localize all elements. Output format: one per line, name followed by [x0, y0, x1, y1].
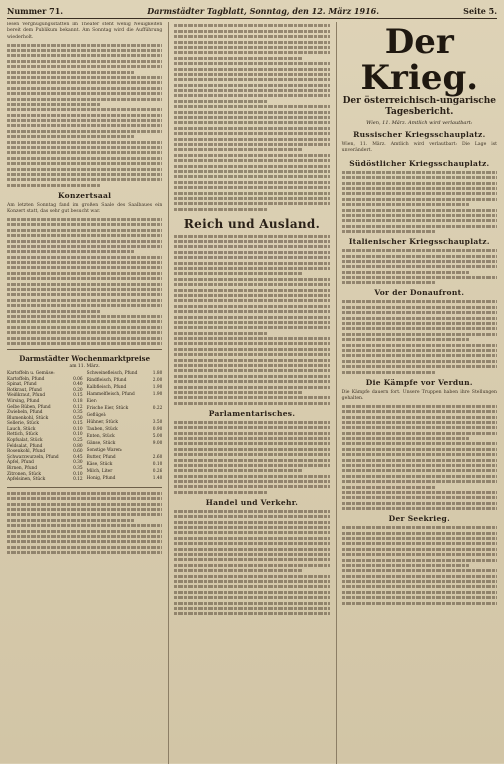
market-item: Zitronen, Stück [7, 471, 41, 477]
market-item: Äpfel, Pfund [7, 460, 34, 466]
page-header [7, 6, 497, 19]
article-text: Wien, 11. März. Amtlich wird verlautbart: Die Lage ist unverändert. [341, 142, 497, 154]
market-price: 0.26 [152, 468, 163, 474]
market-item: Geflügel: [86, 412, 107, 418]
market-price: 0.22 [152, 405, 163, 411]
market-item: Kopfsalat, Stück [7, 438, 43, 444]
section-heading-reich: Reich und Ausland. [183, 216, 321, 231]
market-price [150, 399, 162, 406]
market-price: 0.30 [73, 460, 83, 466]
market-price: 0.45 [73, 454, 83, 460]
market-row [87, 434, 163, 441]
market-item: Sonstige Waren: [86, 447, 123, 453]
market-item: Hammelfleisch, Pfund [86, 391, 135, 397]
market-price: 0.35 [73, 410, 83, 416]
market-item: Schweinefleisch, Pfund [86, 370, 138, 376]
market-price: 0.12 [73, 477, 83, 483]
market-item: Kalbfleisch, Pfund [86, 384, 127, 390]
section-heading-parlament: Parlamentarisches. [208, 408, 296, 418]
section-heading-vorsitz: Vor der Donaufront. [374, 288, 465, 298]
market-item: Blumenkohl, Stück [7, 415, 49, 421]
page-number: Seite 5. [463, 6, 497, 16]
market-price: 0.60 [73, 449, 83, 455]
dateline: Wien, 11. März. Amtlich wird verlautbart: [366, 120, 473, 126]
market-date: am 11. März. [69, 363, 100, 369]
market-item: Hühner, Stück [86, 419, 119, 425]
market-row [87, 455, 163, 462]
market-item: Birnen, Pfund [7, 466, 38, 472]
article-text: Die Kämpfe dauern fort. Unsere Truppen haben ihre Stellungen gehalten. [341, 389, 497, 401]
market-price: 2.00 [152, 377, 163, 383]
section-heading-sued: Südöstlicher Kriegsschauplatz. [349, 158, 490, 168]
market-item: Schwarzwurzeln, Pfund [7, 454, 59, 460]
market-item: Honig, Pfund [86, 475, 116, 481]
market-table-left [7, 371, 83, 483]
market-row [87, 476, 163, 483]
market-item: Eier: [86, 398, 98, 404]
market-price: 1.90 [152, 391, 163, 397]
market-item: Weißkraut, Pfund [7, 393, 46, 399]
market-item: Kartoffeln, Pfund [7, 376, 45, 382]
market-item: Wirsing, Pfund [7, 398, 40, 404]
market-price: 1.40 [152, 475, 163, 481]
market-price: 0.50 [73, 415, 83, 421]
market-item: Rindfleisch, Pfund [86, 377, 127, 383]
market-item: Tauben, Stück [86, 426, 118, 432]
headline-krieg: Der Krieg. [360, 22, 479, 98]
market-price: 0.10 [73, 432, 83, 438]
section-heading-russ: Russischer Kriegsschauplatz. [353, 130, 486, 139]
market-item: Frische Eier, Stück [86, 405, 129, 411]
section-heading-seekrieg: Der Seekrieg. [388, 514, 450, 524]
section-heading-handel: Handel und Verkehr. [205, 497, 299, 507]
market-row [87, 441, 163, 448]
market-price: 5.00 [152, 433, 163, 439]
market-price: 1.80 [152, 370, 163, 376]
market-price: 0.15 [73, 393, 83, 399]
market-price [150, 413, 162, 420]
market-price: 0.25 [73, 438, 83, 444]
market-item: Kartoffeln u. Gemüse: [7, 370, 55, 376]
subheadline-tagesbericht: Der österreichisch-ungarische Tagesbericht. [342, 96, 497, 117]
market-price: 1.90 [152, 384, 163, 390]
market-table-right [87, 371, 163, 483]
market-price: 0.15 [73, 421, 83, 427]
market-item: Spinat, Pfund [7, 382, 37, 388]
market-item: Apfelsinen, Stück [7, 477, 46, 483]
market-item: Zwiebeln, Pfund [7, 410, 43, 416]
market-price: 0.10 [73, 471, 83, 477]
market-item: Gelbe Rüben, Pfund [7, 404, 51, 410]
issue-number: Nummer 71. [7, 6, 64, 16]
column-3 [336, 22, 497, 764]
market-row [87, 462, 163, 469]
market-item: Sellerie, Stück [7, 421, 39, 427]
market-price: 0.10 [152, 461, 163, 467]
market-price: 0.90 [152, 426, 163, 432]
market-row [87, 392, 163, 399]
market-item: Rosenkohl, Pfund [7, 449, 46, 455]
market-row [87, 399, 163, 406]
market-price [150, 448, 162, 455]
market-price: 0.40 [73, 382, 83, 388]
market-item: Lauch, Stück [7, 426, 36, 432]
section-heading-ital: Italienischer Kriegsschauplatz. [348, 237, 490, 247]
market-price: 0.06 [73, 376, 83, 382]
article-text: Am letzten Sonntag fand im großen Saale des Saalbaues ein Konzert statt, das sehr gut besucht war. [7, 202, 163, 215]
market-row [87, 427, 163, 434]
market-row [87, 406, 163, 413]
market-row [87, 371, 163, 378]
market-price: 3.50 [152, 419, 163, 425]
column-1 [7, 22, 162, 764]
market-price: 2.60 [152, 454, 163, 460]
market-row [87, 448, 163, 455]
column-2 [168, 22, 329, 764]
market-item: Butter, Pfund [86, 454, 116, 460]
market-item: Feldsalat, Pfund [7, 443, 43, 449]
market-row [7, 477, 83, 483]
market-item: Käse, Stück [86, 461, 113, 467]
article-text: lesen Vergnügungsstätten im Theater steht wenig Neuigkeiten bereit dem Publikum bekannt. Am Sonntag wird die Aufführung wiederholt. [7, 22, 163, 40]
market-price: 0.12 [73, 404, 83, 410]
market-row [87, 413, 163, 420]
masthead-line: Darmstädter Tagblatt, Sonntag, den 12. März 1916. [147, 6, 379, 16]
market-row [87, 469, 163, 476]
market-title: Darmstädter Wochenmarktpreise [19, 353, 151, 363]
section-heading-verdun: Die Kämpfe vor Verdun. [365, 377, 473, 387]
market-price: 0.20 [73, 387, 83, 393]
market-item: Gänse, Stück [86, 440, 116, 446]
market-row [87, 378, 163, 385]
market-price: 0.18 [73, 398, 83, 404]
market-price: 9.00 [152, 440, 163, 446]
market-prices [7, 354, 162, 483]
market-row [87, 385, 163, 392]
market-item: Milch, Liter [86, 468, 113, 474]
market-item: Rettich, Stück [7, 432, 38, 438]
market-price: 0.10 [73, 426, 83, 432]
market-item: Rotkraut, Pfund [7, 387, 42, 393]
market-price: 0.80 [73, 443, 83, 449]
market-row [87, 420, 163, 427]
market-price: 0.35 [73, 466, 83, 472]
section-heading-konzert: Konzertsaal [57, 190, 112, 200]
market-item: Enten, Stück [86, 433, 115, 439]
